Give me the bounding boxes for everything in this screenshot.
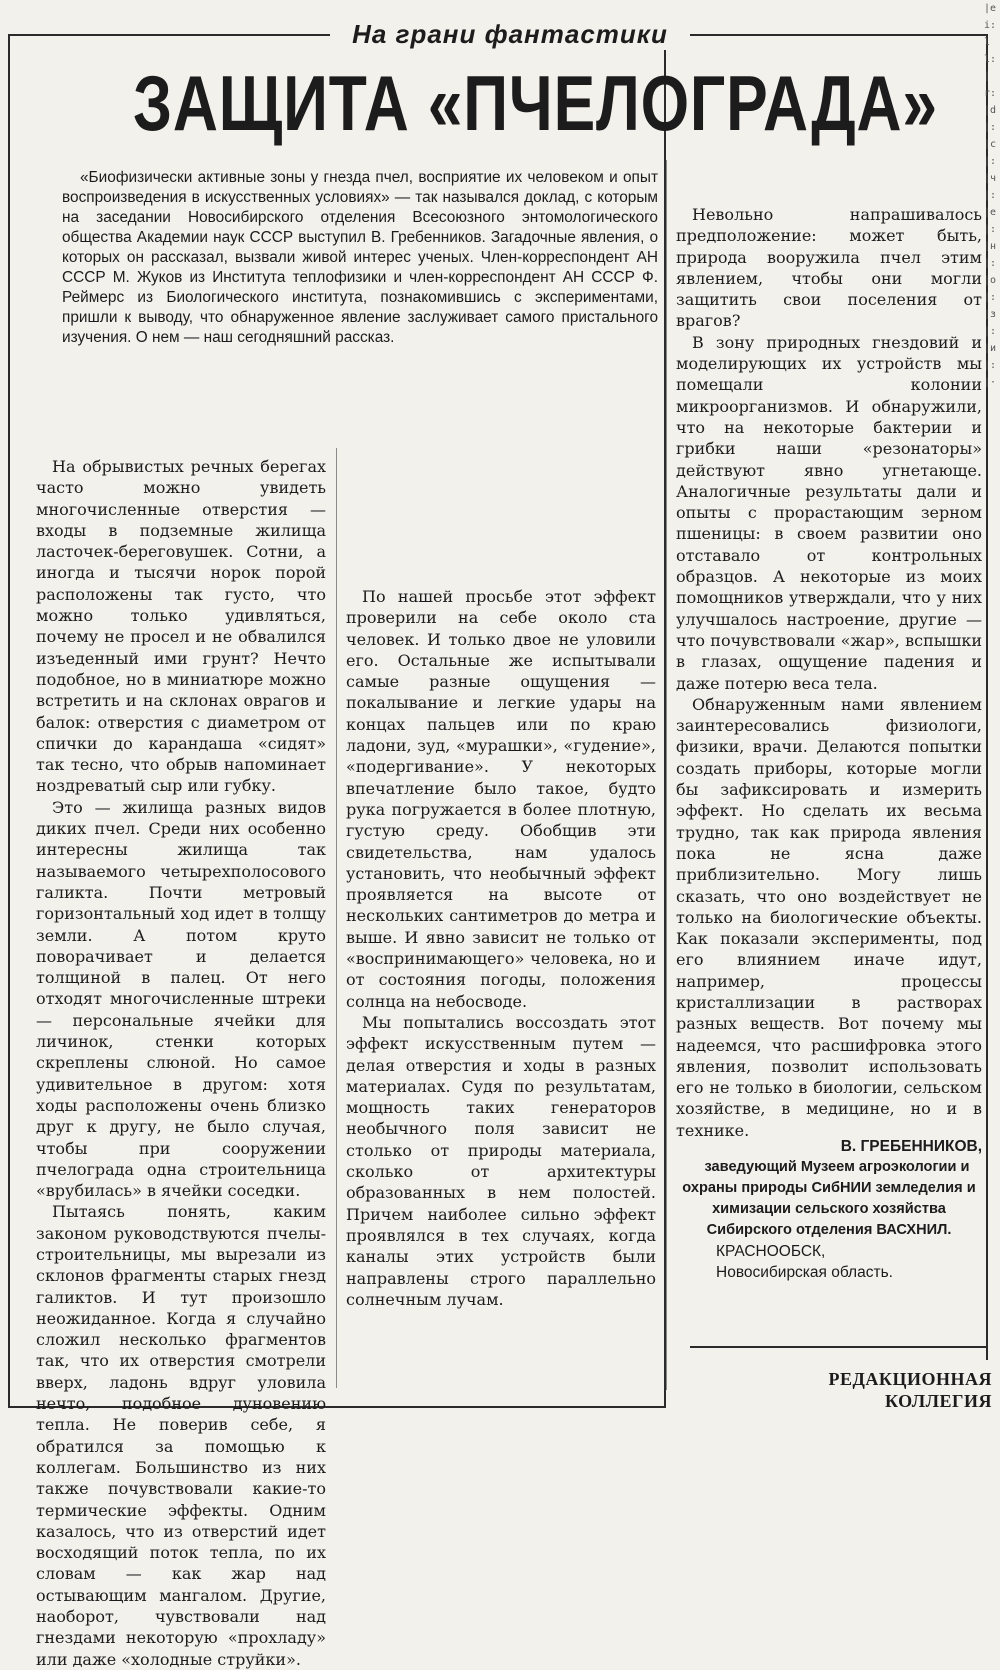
editorial-line-2: КОЛЛЕГИЯ — [885, 1391, 992, 1411]
column-3 — [676, 160, 982, 1141]
body-paragraph: По нашей просьбе этот эффект проверили на себе около ста человек. И только двое не уловили его. Остальные же испытывали самые разные ощущения — покалывание и легкие удары на концах пальцев или по краю ладони, зуд, «мурашки», «гудение», «подергивание». У некоторых впечатление было такое, будто рука погружается в более плотную, густую среду. Обобщив эти свидетельства, нам удалось установить, что необычный эффект проявляется на высоте от нескольких сантиметров до метра и выше. И явно зависит не только от «воспринимающего» человека, но и от состояния погоды, положения солнца на небосводе. — [346, 587, 656, 1011]
column-2 — [346, 160, 656, 1310]
body-paragraph: На обрывистых речных берегах часто можно увидеть многочисленные отверстия — входы в подземные жилища ласточек-береговушек. Сотни, а иногда и тысячи норок порой расположены так густо, что можно только удивляться, почему не просел и не обвалился изъеденный ими грунт? Нечто подобное, но в миниатюре можно встретить и на склонах оврагов и балок: отверстия с диаметром от спички до карандаша «сидят» так тесно, что обрыв напоминает ноздреватый сыр или губку. — [36, 457, 326, 796]
body-paragraph: Обнаруженным нами явлением заинтересовались физиологи, физики, врачи. Делаются попытки создать приборы, которые могли бы зафиксировать и измерить эффект. Но сделать их весьма трудно, так как природа явления пока не ясна даже приблизительно. Могу лишь сказать, что оно воздействует не только на биологические объекты. Как показали эксперименты, под его влиянием иначе идут, например, процессы кристаллизации в растворах разных веществ. Вот почему мы надеемся, что расшифровка этого явления, позволит использовать его не только в биологии, сельском хозяйстве, в медицине, но и в технике. — [676, 694, 982, 1140]
body-paragraph: Это — жилища разных видов диких пчел. Среди них особенно интересны жилища так называемого четырехполосового галикта. Почти метровый горизонтальный ход идет в толщу земли. А потом круто поворачивает и делается толщиной в палец. От него отходят многочисленные штреки — персональные ячейки для личинок, стенки которых скреплены слюной. Но самое удивительное в другом: хотя ходы расположены очень близко друг к другу, не было случая, чтобы при сооружении пчелограда одна строительница «врубилась» в ячейки соседки. — [36, 797, 326, 1201]
body-paragraph: Пытаясь понять, каким законом руководствуются пчелы-строительницы, мы вырезали из склонов фрагменты старых гнезд галиктов. И тут произошло неожиданное. Когда я случайно сложил несколько фрагментов так, что их отверстия смотрели вверх, ладонь вдруг уловила нечто, подобное дуновению тепла. Не поверив себе, я обратился за помощью к коллегам. Большинство из них также почувствовали какие-то термические эффекты. Одним казалось, что из отверстий идет восходящий поток тепла, по их словам — как жар над остывающим мангалом. Другие, наоборот, чувствовали над гнездами некоторую «прохладу» или даже «холодные струйки». — [36, 1202, 326, 1669]
headline: ЗАЩИТА «ПЧЕЛОГРАДА» — [133, 59, 938, 147]
author-region: Новосибирская область. — [716, 1264, 893, 1281]
body-paragraph: Мы попытались воссоздать этот эффект искусственным путем — делая отверстия и ходы в разных материалах. Судя по результатам, мощность таких генераторов необычного поля зависит не столько от природы материала, сколько от архитектуры образованных в нем полостей. Причем наиболее сильно эффект проявлялся в тех случаях, когда каналы этих устройств были направлены строго параллельно солнечным лучам. — [346, 1012, 656, 1309]
editorial-line-1: РЕДАКЦИОННАЯ — [828, 1369, 992, 1389]
column-1 — [36, 456, 326, 1670]
scan-edge-noise: |ei:ll:|r:|d|:|c|:|ч|:|е|:|н|:|о|:|з|:|и|:|· — [984, 3, 997, 388]
body-paragraph: Невольно напрашивалось предположение: может быть, природа вооружила пчел этим явлением, чтобы они могли защитить свои поселения от врагов? — [676, 205, 982, 331]
rubric-label: На грани фантастики — [330, 18, 690, 50]
column-divider-1 — [336, 448, 337, 1388]
editorial-board-label — [829, 1368, 992, 1412]
bottom-right-rule — [690, 1346, 986, 1348]
author-position: заведующий Музеем агроэкологии и охраны природы СибНИИ земледелия и химизации сельского хозяйства Сибирского отделения ВАСХНИЛ. — [682, 1159, 976, 1238]
top-right-rule — [660, 34, 986, 36]
author-signature — [676, 1136, 982, 1283]
lead-paragraph: «Биофизически активные зоны у гнезда пчел, восприятие их человеком и опыт воспроизведения в искусственных условиях» — так назывался доклад, с которым на заседании Новосибирского отделения Всесоюзного энтомологического общества Академии наук СССР выступил В. Гребенников. Загадочные явления, о которых он рассказал, вызвали живой интерес ученых. Член-корреспондент АН СССР М. Жуков из Института теплофизики и член-корреспондент АН СССР Ф. Реймерс из Биологического института, познакомившись с экспериментами, пришли к выводу, что обнаруженное явление заслуживает самого пристального изучения. О нем — наш сегодняшний рассказ. — [62, 169, 658, 346]
body-paragraph: В зону природных гнездовий и моделирующих их устройств мы помещали колонии микроорганизмов. И обнаружили, что на некоторые бактерии и грибки наши «резонаторы» действуют явно угнетающе. Аналогичные результаты дали и опыты с прорастающим зерном пшеницы: в своем развитии оно отставало от контрольных образцов. А некоторые из моих помощников утверждали, что у них улучшалось настроение, другие — что почувствовали «жар», вспышки в глазах, ощущение падения и даже потерю веса тела. — [676, 332, 982, 693]
column-divider-2 — [666, 160, 667, 1390]
author-place: КРАСНООБСК, — [716, 1243, 826, 1260]
author-name: В. ГРЕБЕННИКОВ, — [840, 1138, 982, 1155]
